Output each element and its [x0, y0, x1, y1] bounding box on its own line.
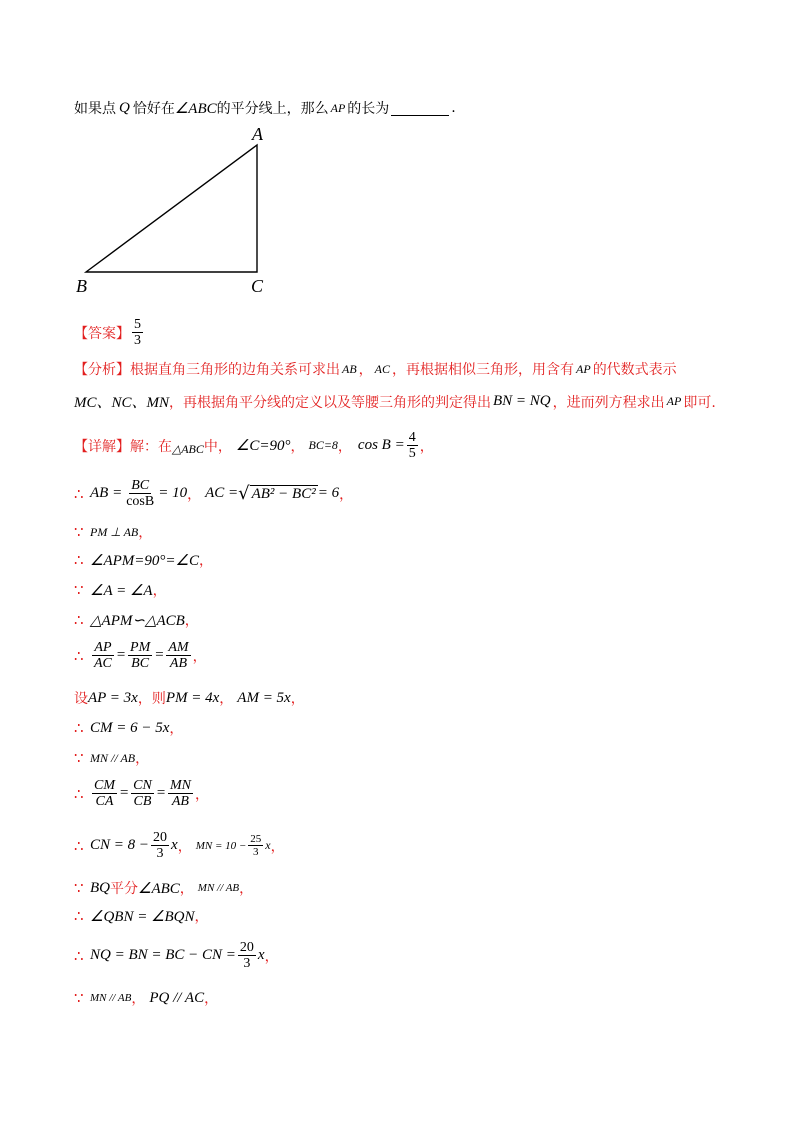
question-suffix: 的长为: [347, 101, 390, 117]
step-1-frac-den: cosB: [126, 494, 155, 509]
step-9-end: ，: [135, 751, 150, 767]
therefore-icon: ∴: [74, 646, 84, 665]
step-1-fraction: [124, 478, 156, 509]
step-10-f1-num: CM: [94, 778, 115, 793]
analysis-text-2: ，再根据相似三角形，用含有: [392, 362, 575, 378]
step-10-f3-den: AB: [171, 794, 189, 809]
step-1-result: = 10: [158, 485, 188, 501]
step-6-frac-3: [166, 640, 190, 671]
step-10-frac-2: [131, 778, 154, 809]
step-7-ze: ，则: [137, 691, 166, 707]
step-10-end: ，: [194, 786, 209, 803]
step-15: [74, 988, 218, 1008]
analysis-text-4: ，再根据角平分线的定义以及等腰三角形的判定得出: [169, 394, 492, 411]
step-12: [74, 878, 253, 898]
step-1-lhs: AB =: [90, 485, 123, 501]
detail-jie: 解：在: [130, 438, 172, 455]
therefore-icon: ∴: [74, 551, 84, 569]
step-6-f1-den: AC: [94, 656, 112, 671]
step-14-fraction: [238, 940, 256, 971]
answer-line: [74, 317, 145, 348]
analysis-comma: ，: [358, 362, 373, 378]
analysis-line-2: [74, 391, 716, 412]
analysis-ap2: AP: [666, 394, 682, 408]
step-10-eq-1: =: [119, 785, 130, 801]
analysis-line-1: [74, 359, 677, 379]
because-icon: ∵: [74, 523, 84, 541]
step-11-frac-2: [248, 833, 263, 858]
because-icon: ∵: [74, 989, 84, 1007]
answer-fraction: [132, 317, 143, 348]
step-3: [74, 550, 213, 570]
step-6-f3-num: AM: [168, 640, 189, 655]
step-6-f1-num: AP: [94, 640, 112, 655]
detail-triangle: △ABC: [172, 442, 204, 456]
analysis-eq: BN = NQ: [493, 393, 551, 409]
step-8-text: CM = 6 − 5x: [90, 719, 170, 736]
step-11-lhs: CN = 8 −: [90, 837, 150, 853]
detail-c1: ∠C=90°: [235, 438, 291, 454]
detail-punct-1: ，: [290, 438, 305, 455]
step-10-frac-3: [168, 778, 193, 809]
step-2-text: PM ⊥ AB: [90, 524, 139, 539]
question-prefix: 如果点: [74, 101, 116, 117]
therefore-icon: ∴: [74, 611, 84, 629]
step-11-lhs-2: MN = 10 −: [195, 839, 247, 852]
question-point: Q: [119, 99, 130, 116]
step-13-text: ∠QBN = ∠BQN: [90, 908, 195, 925]
step-7: [74, 688, 305, 708]
because-icon: ∵: [74, 879, 84, 897]
step-9-text: MN // AB: [90, 750, 136, 765]
step-11-f1-num: 20: [153, 830, 168, 845]
step-4-text: ∠A = ∠A: [90, 582, 153, 599]
analysis-segs: MC、NC、MN: [74, 395, 170, 411]
detail-cos-fraction: [407, 430, 418, 461]
triangle-abc: [86, 145, 257, 272]
step-6-eq-1: =: [115, 647, 127, 663]
step-2-end: ，: [138, 525, 153, 541]
vertex-label-a: A: [252, 124, 263, 144]
question-line: [74, 98, 456, 118]
step-11: [74, 830, 285, 861]
step-6-end: ，: [192, 648, 207, 665]
analysis-text-1: 根据直角三角形的边角关系可求出: [130, 362, 340, 378]
step-1-sqrt: [238, 482, 318, 504]
step-14-f-num: 20: [239, 940, 254, 955]
step-13-end: ，: [194, 909, 209, 925]
step-11-f1-den: 3: [156, 846, 164, 861]
step-3-text: ∠APM=90°=∠C: [90, 552, 199, 569]
step-14-end: ，: [264, 948, 279, 965]
detail-tag: 【详解】: [74, 438, 130, 455]
therefore-icon: ∴: [74, 946, 84, 965]
analysis-ap: AP: [576, 361, 591, 376]
detail-punct-3: ，: [419, 438, 434, 455]
step-1-frac-num: BC: [131, 478, 150, 493]
step-15-a: MN // AB: [90, 992, 132, 1004]
therefore-icon: ∴: [74, 784, 84, 803]
detail-line: [74, 430, 434, 461]
because-icon: ∵: [74, 581, 84, 599]
step-7-she: 设: [74, 691, 88, 707]
step-12-mn: MN // AB: [197, 882, 240, 894]
step-13: [74, 906, 209, 926]
step-6-f3-den: AB: [169, 656, 188, 671]
step-6-f2-num: PM: [130, 640, 151, 655]
question-seg: AP: [330, 100, 346, 115]
step-4: [74, 580, 167, 600]
step-11-frac-1: [151, 830, 169, 861]
step-7-b: PM = 4x: [165, 689, 220, 706]
answer-tag: 【答案】: [74, 325, 130, 342]
sqrt-radical-icon: √: [238, 482, 250, 504]
analysis-ab: AB: [342, 361, 357, 376]
question-end: .: [451, 100, 456, 116]
step-14-x: x: [257, 947, 265, 963]
step-3-end: ，: [198, 553, 213, 569]
step-14-lhs: NQ = BN = BC − CN =: [90, 947, 236, 963]
analysis-text-3: 的代数式表示: [592, 362, 677, 378]
analysis-tag: 【分析】: [74, 362, 130, 378]
step-1-end: ，: [339, 486, 354, 503]
therefore-icon: ∴: [74, 719, 84, 737]
step-12-end: ，: [239, 881, 254, 897]
step-15-comma: ，: [131, 991, 146, 1007]
step-7-c: AM = 5x: [237, 689, 291, 706]
step-1-radicand: AB² − BC²: [251, 485, 316, 502]
step-10-f2-num: CN: [133, 778, 152, 793]
step-11-x-2: x: [265, 838, 271, 852]
question-mid2: 的平分线上，那么: [216, 101, 329, 117]
step-5: [74, 610, 199, 630]
step-10-frac-1: [92, 778, 117, 809]
analysis-ac: AC: [374, 361, 391, 376]
step-2: [74, 522, 152, 542]
step-6-f2-den: BC: [131, 656, 150, 671]
step-6-frac-1: [92, 640, 114, 671]
step-7-a: AP = 3x: [88, 689, 138, 706]
step-4-end: ，: [152, 583, 167, 599]
step-12-angle: ∠ABC: [138, 880, 180, 897]
vertex-label-b: B: [76, 276, 87, 296]
step-10-f3-num: MN: [169, 778, 191, 793]
therefore-icon: ∴: [74, 907, 84, 925]
step-1: [74, 478, 353, 509]
step-12-pf: 平分: [110, 881, 138, 897]
answer-denominator: 3: [134, 333, 141, 348]
step-6-frac-2: [128, 640, 152, 671]
therefore-icon: ∴: [74, 836, 84, 855]
question-angle: ∠ABC: [174, 100, 217, 117]
step-6-eq-2: =: [154, 647, 165, 663]
step-5-end: ，: [184, 613, 199, 629]
step-11-x: x: [171, 837, 178, 853]
question-mid1: 恰好在: [132, 101, 175, 117]
step-1-result-2: = 6: [317, 485, 340, 501]
step-11-end: ，: [270, 838, 285, 855]
step-15-end: ，: [204, 991, 219, 1007]
step-9: [74, 748, 149, 768]
detail-punct-2: ，: [337, 438, 352, 455]
therefore-icon: ∴: [74, 484, 84, 503]
step-12-bq: BQ: [90, 879, 110, 896]
detail-cos-den: 5: [408, 446, 416, 461]
step-15-b: PQ // AC: [149, 989, 205, 1006]
step-7-comma: ，: [219, 691, 234, 707]
step-14: [74, 940, 279, 971]
analysis-text-6: 即可.: [683, 394, 716, 411]
step-10: [74, 778, 209, 809]
vertex-label-c: C: [251, 276, 264, 296]
step-1-comma: ，: [187, 486, 202, 503]
because-icon: ∵: [74, 749, 84, 767]
step-10-f1-den: CA: [95, 794, 114, 809]
detail-c2: BC=8: [308, 438, 338, 452]
detail-cos-num: 4: [408, 430, 416, 445]
analysis-text-5: ，进而列方程求出: [552, 394, 665, 411]
step-5-text: △APM∽△ACB: [90, 612, 185, 629]
step-11-f2-num: 25: [250, 833, 262, 845]
step-1-ac: AC =: [205, 485, 239, 501]
step-10-f2-den: CB: [133, 794, 152, 809]
answer-numerator: 5: [134, 317, 141, 332]
step-11-comma: ，: [177, 838, 192, 855]
answer-blank: [391, 101, 449, 116]
step-14-f-den: 3: [243, 956, 251, 971]
detail-zhong: 中，: [203, 438, 232, 455]
step-10-eq-2: =: [155, 785, 166, 801]
detail-cos-label: cos B =: [357, 437, 405, 453]
step-8-end: ，: [169, 721, 184, 737]
step-12-comma: ，: [179, 881, 194, 897]
step-6: [74, 640, 207, 671]
step-11-f2-den: 3: [253, 846, 259, 858]
step-8: [74, 718, 183, 738]
step-7-end: ，: [290, 691, 305, 707]
